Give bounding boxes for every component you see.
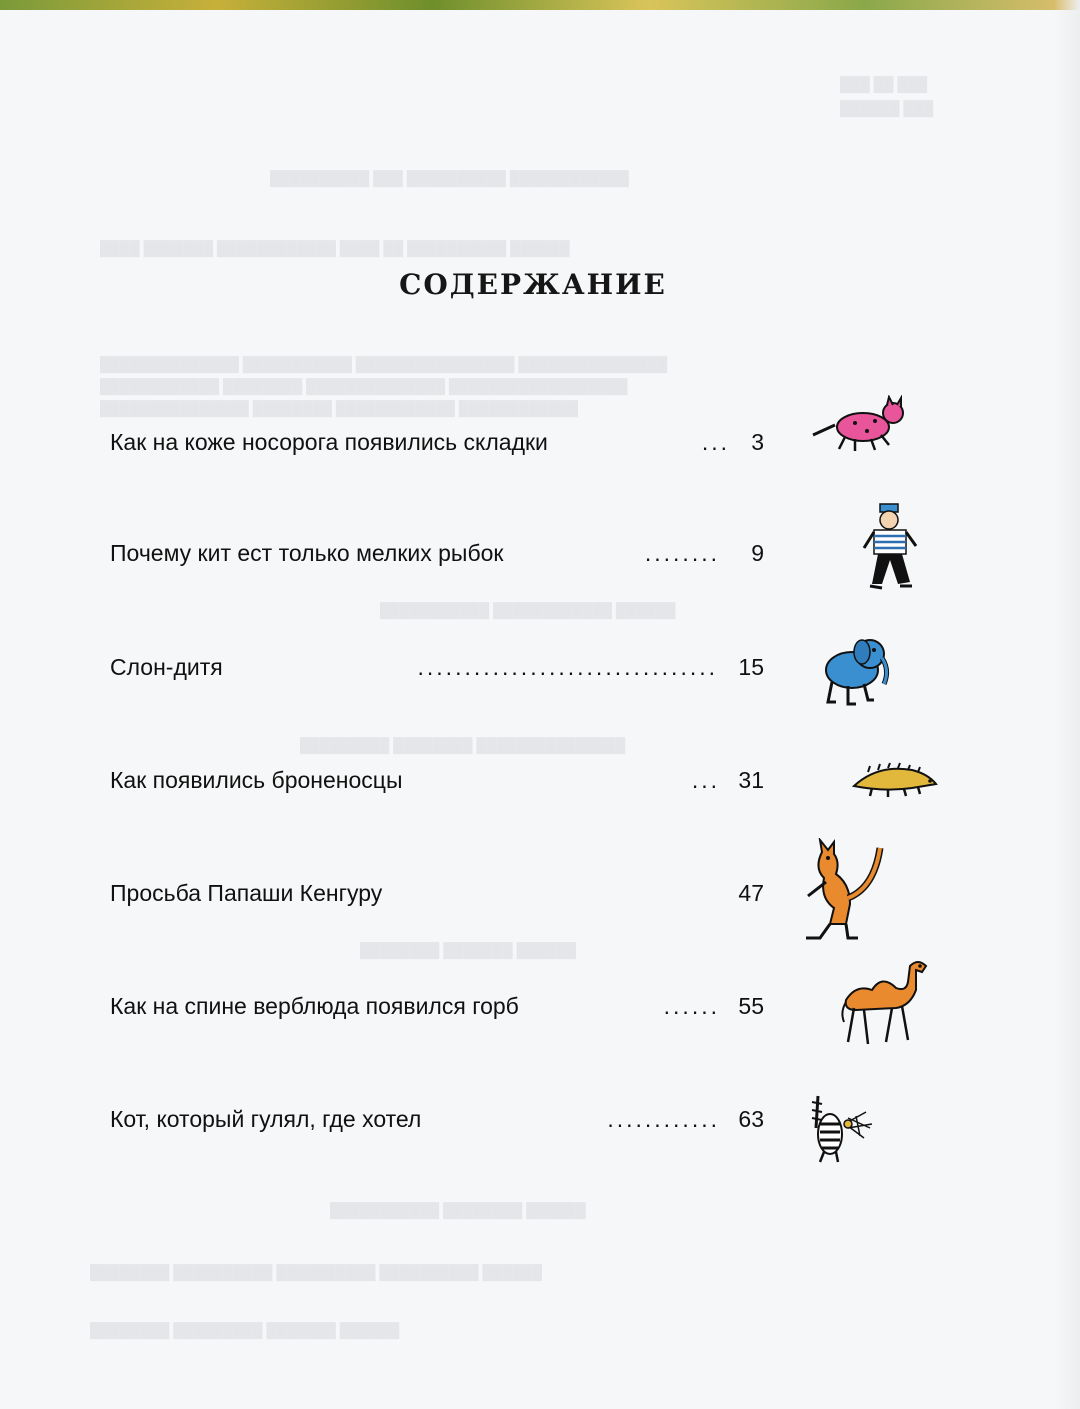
toc-entry[interactable] [110, 762, 764, 802]
top-color-strip [0, 0, 1080, 10]
toc-entry-page: 3 [745, 424, 764, 460]
toc-entry-page: 63 [732, 1101, 764, 1137]
camel-illustration [836, 956, 932, 1048]
toc-entry-title: Слон-дитя [110, 649, 231, 685]
cat-illustration [808, 1088, 878, 1164]
toc-leader-dots: ... [701, 429, 730, 455]
kangaroo-illustration [800, 838, 885, 942]
toc-entry-title: Как на спине верблюда появился горб [110, 988, 527, 1024]
toc-entry-title: Просьба Папаши Кенгуру [110, 875, 390, 911]
toc-entry[interactable] [110, 1101, 764, 1141]
page-title: СОДЕРЖАНИЕ [399, 268, 667, 301]
toc-entry-page: 47 [732, 875, 764, 911]
toc-entry-title: Кот, который гулял, где хотел [110, 1101, 429, 1137]
armadillo-illustration [848, 762, 940, 798]
toc-entry[interactable] [110, 875, 764, 915]
toc-leader-dots: ............ [607, 1106, 720, 1132]
toc-entry[interactable] [110, 649, 764, 689]
page-edge-shadow [1054, 0, 1080, 1409]
toc-entry[interactable] [110, 424, 764, 464]
toc-leader-dots: ........ [644, 540, 720, 566]
toc-leader-dots: ................................ [417, 654, 718, 680]
toc-entry-page: 15 [732, 649, 764, 685]
pink-cat-illustration [805, 395, 920, 455]
toc-entry-page: 55 [732, 988, 764, 1024]
toc-entry-title: Почему кит ест только мелких рыбок [110, 535, 511, 571]
toc-leader-dots: ... [691, 767, 720, 793]
toc-entry[interactable] [110, 535, 764, 575]
baby-elephant-illustration [812, 630, 892, 710]
toc-entry-page: 31 [732, 762, 764, 798]
toc-leader-dots: ...... [663, 993, 720, 1019]
sailor-illustration [860, 502, 930, 598]
toc-entry-page: 9 [745, 535, 764, 571]
toc-entry-title: Как на коже носорога появились складки [110, 424, 556, 460]
toc-entry[interactable] [110, 988, 764, 1028]
toc-entry-title: Как появились броненосцы [110, 762, 411, 798]
